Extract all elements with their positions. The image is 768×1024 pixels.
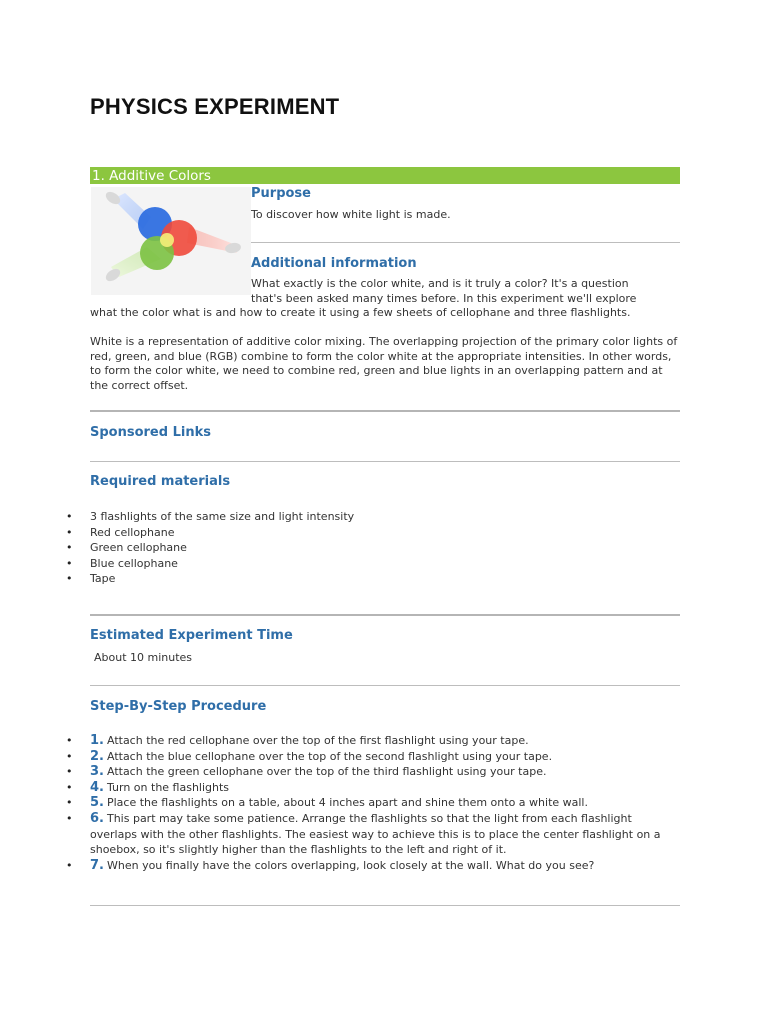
divider (90, 461, 680, 462)
rgb-flashlights-illustration (91, 187, 251, 295)
purpose-text: To discover how white light is made. (251, 208, 451, 221)
procedure-step (62, 764, 682, 780)
step-number: 3. (90, 764, 104, 780)
additional-info-line-3: what the color what is and how to create it using a few sheets of cellophane and three flashlights. (90, 306, 631, 319)
procedure-step (62, 749, 682, 765)
divider (90, 614, 680, 616)
estimated-time-heading: Estimated Experiment Time (90, 628, 293, 643)
procedure-steps-list (62, 733, 682, 873)
procedure-step (62, 795, 682, 811)
color-mixing-image (91, 187, 251, 295)
step-number: 7. (90, 857, 104, 873)
additional-info-line-1: What exactly is the color white, and is it truly a color? It's a question (251, 277, 629, 290)
divider (251, 242, 680, 243)
step-number: 4. (90, 779, 104, 795)
step-number: 2. (90, 748, 104, 764)
procedure-step (62, 780, 682, 796)
list-item: • Tape (62, 571, 682, 587)
step-text: When you finally have the colors overlapping, look closely at the wall. What do you see? (106, 858, 595, 872)
list-item: • Blue cellophane (62, 556, 682, 572)
procedure-step (62, 811, 682, 858)
divider (90, 685, 680, 686)
section-title-bar: 1. Additive Colors (90, 167, 680, 184)
procedure-heading: Step-By-Step Procedure (90, 699, 267, 714)
additional-info-line-2: that's been asked many times before. In this experiment we'll explore (251, 291, 637, 305)
list-item: • 3 flashlights of the same size and light intensity (62, 509, 682, 525)
step-text: Attach the red cellophane over the top of the first flashlight using your tape. (106, 734, 529, 747)
required-materials-heading: Required materials (90, 474, 231, 489)
step-text: Attach the blue cellophane over the top of the second flashlight using your tape. (106, 749, 553, 763)
step-number: 1. (90, 733, 104, 748)
step-text: Attach the green cellophane over the top of the third flashlight using your tape. (106, 765, 547, 779)
step-text: Place the flashlights on a table, about 4 inches apart and shine them onto a white wall. (106, 796, 588, 810)
estimated-time-text: About 10 minutes (94, 651, 193, 664)
list-item: • Red cellophane (62, 525, 682, 541)
step-number: 5. (90, 795, 104, 811)
divider (90, 410, 680, 412)
additional-info-paragraph-2: White is a representation of additive color mixing. The overlapping projection of the primary color lights of red, green, and blue (RGB) combine to form the color white at the appropriate intensities. In other words, to form the color white, we need to combine red, green and blue lights in an overlapping pattern and at the correct offset. (90, 335, 678, 392)
step-number: 6. (90, 810, 104, 826)
step-text: Turn on the flashlights (106, 780, 230, 794)
additional-info-heading: Additional information (251, 256, 417, 271)
procedure-step (62, 733, 682, 749)
sponsored-links-heading: Sponsored Links (90, 425, 211, 440)
purpose-heading: Purpose (251, 186, 311, 201)
materials-list (62, 509, 682, 587)
procedure-step (62, 858, 682, 874)
divider (90, 905, 680, 906)
list-item: • Green cellophane (62, 540, 682, 556)
step-text: This part may take some patience. Arrange the flashlights so that the light from each flashlight overlaps with the other flashlights. The easiest way to achieve this is to place the center flashlight on a shoebox, so it's slightly higher than the flashlights to the left and right of it. (90, 811, 661, 857)
document-title: PHYSICS EXPERIMENT (90, 94, 340, 119)
